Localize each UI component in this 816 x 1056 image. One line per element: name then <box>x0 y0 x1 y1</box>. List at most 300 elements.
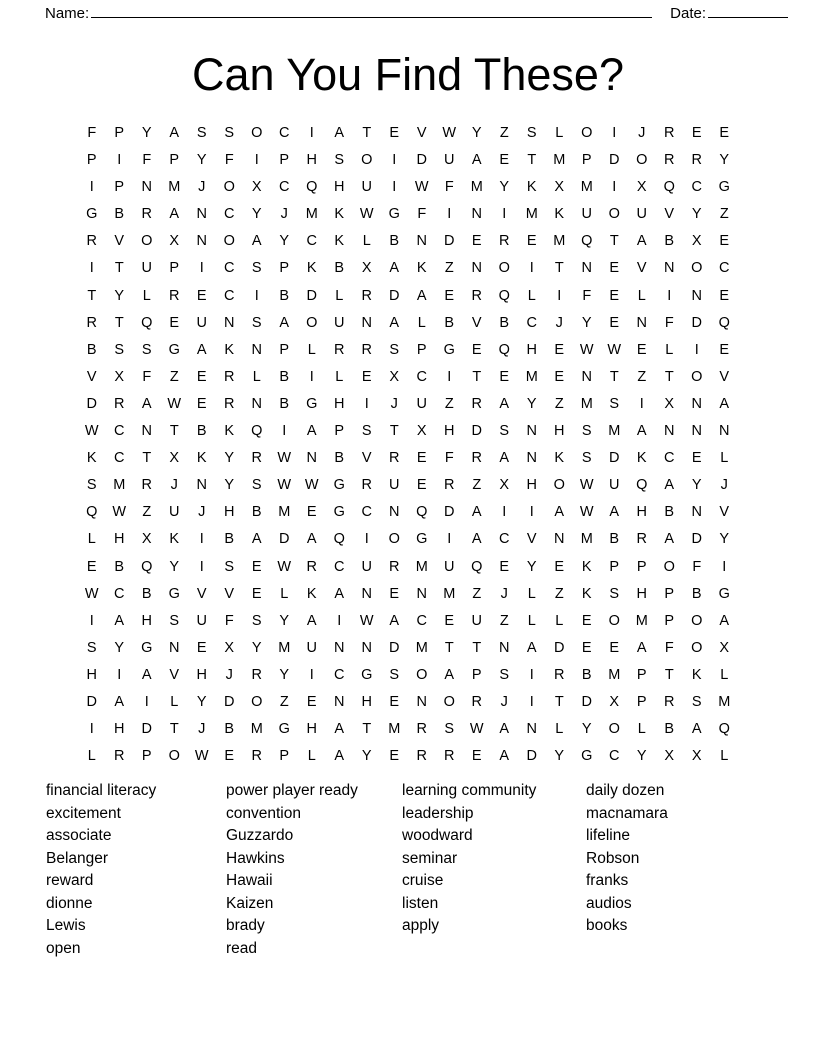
grid-cell[interactable]: R <box>416 748 427 765</box>
grid-cell[interactable]: G <box>388 206 400 223</box>
grid-cell[interactable]: A <box>719 395 730 412</box>
grid-cell[interactable]: L <box>637 721 646 738</box>
grid-cell[interactable]: I <box>254 287 259 304</box>
grid-cell[interactable]: U <box>444 558 455 575</box>
grid-cell[interactable]: W <box>112 504 127 521</box>
grid-cell[interactable]: N <box>691 395 702 412</box>
grid-cell[interactable]: E <box>416 450 427 467</box>
grid-cell[interactable]: M <box>113 477 126 494</box>
grid-cell[interactable]: N <box>416 233 427 250</box>
grid-cell[interactable]: Y <box>224 477 235 494</box>
grid-cell[interactable]: Y <box>471 125 482 141</box>
grid-cell[interactable]: S <box>169 612 180 629</box>
grid-cell[interactable]: X <box>719 639 730 656</box>
grid-cell[interactable]: Z <box>142 504 152 521</box>
grid-cell[interactable]: L <box>417 314 426 331</box>
grid-cell[interactable]: S <box>499 423 510 440</box>
grid-cell[interactable]: E <box>471 341 482 358</box>
grid-cell[interactable]: Z <box>279 693 289 710</box>
grid-cell[interactable]: C <box>691 179 702 196</box>
grid-cell[interactable]: A <box>499 450 510 467</box>
grid-cell[interactable]: S <box>389 666 400 683</box>
grid-cell[interactable]: Y <box>554 748 565 765</box>
grid-cell[interactable]: A <box>334 748 345 765</box>
grid-cell[interactable]: S <box>251 477 262 494</box>
grid-cell[interactable]: A <box>141 666 152 683</box>
grid-cell[interactable]: R <box>664 693 675 710</box>
grid-cell[interactable]: N <box>416 693 427 710</box>
grid-cell[interactable]: K <box>334 206 345 223</box>
grid-cell[interactable]: Z <box>472 585 482 602</box>
grid-cell[interactable]: A <box>389 314 400 331</box>
grid-cell[interactable]: D <box>691 531 702 548</box>
grid-cell[interactable]: T <box>527 152 537 169</box>
grid-cell[interactable]: P <box>334 423 345 440</box>
grid-cell[interactable]: Y <box>169 558 180 575</box>
grid-cell[interactable]: Q <box>416 504 428 521</box>
grid-cell[interactable]: R <box>471 450 482 467</box>
grid-cell[interactable]: L <box>307 341 316 358</box>
grid-cell[interactable]: N <box>526 450 537 467</box>
grid-cell[interactable]: C <box>334 666 345 683</box>
grid-cell[interactable]: E <box>389 693 400 710</box>
grid-cell[interactable]: J <box>198 504 206 521</box>
grid-cell[interactable]: R <box>361 341 372 358</box>
grid-cell[interactable]: I <box>502 504 507 521</box>
grid-cell[interactable]: Q <box>306 179 318 196</box>
grid-cell[interactable]: H <box>526 341 537 358</box>
grid-cell[interactable]: O <box>608 612 620 629</box>
grid-cell[interactable]: A <box>664 477 675 494</box>
grid-cell[interactable]: K <box>86 450 97 467</box>
grid-cell[interactable]: B <box>251 504 262 521</box>
grid-cell[interactable]: G <box>141 639 153 656</box>
grid-cell[interactable]: A <box>499 748 510 765</box>
grid-cell[interactable]: V <box>169 666 180 683</box>
grid-cell[interactable]: C <box>224 287 235 304</box>
grid-cell[interactable]: E <box>169 314 180 331</box>
grid-cell[interactable]: N <box>581 260 592 277</box>
grid-cell[interactable]: Y <box>691 206 702 223</box>
grid-cell[interactable]: A <box>114 612 125 629</box>
grid-cell[interactable]: R <box>114 395 125 412</box>
grid-cell[interactable]: B <box>444 314 455 331</box>
word-list-item[interactable]: reward <box>46 872 94 889</box>
grid-cell[interactable]: A <box>389 260 400 277</box>
grid-cell[interactable]: S <box>251 612 262 629</box>
grid-cell[interactable]: P <box>279 748 290 765</box>
grid-cell[interactable]: E <box>554 341 565 358</box>
grid-cell[interactable]: I <box>364 531 369 548</box>
grid-cell[interactable]: I <box>447 531 452 548</box>
grid-cell[interactable]: N <box>691 287 702 304</box>
grid-cell[interactable]: T <box>114 260 124 277</box>
grid-cell[interactable]: W <box>277 450 292 467</box>
grid-cell[interactable]: I <box>447 206 452 223</box>
word-list-item[interactable]: open <box>46 939 81 957</box>
grid-cell[interactable]: N <box>251 341 262 358</box>
grid-cell[interactable]: A <box>609 504 620 521</box>
grid-cell[interactable]: P <box>86 152 97 169</box>
grid-cell[interactable]: G <box>581 748 593 765</box>
grid-cell[interactable]: T <box>444 639 454 656</box>
grid-cell[interactable]: K <box>224 341 235 358</box>
grid-cell[interactable]: H <box>196 666 207 683</box>
grid-cell[interactable]: C <box>114 450 125 467</box>
grid-cell[interactable]: X <box>691 233 702 250</box>
grid-cell[interactable]: X <box>664 395 675 412</box>
grid-cell[interactable]: T <box>554 693 564 710</box>
grid-cell[interactable]: E <box>196 368 207 385</box>
grid-cell[interactable]: E <box>251 585 262 602</box>
grid-cell[interactable]: C <box>334 558 345 575</box>
grid-cell[interactable]: T <box>362 721 372 738</box>
word-list-item[interactable]: dionne <box>46 894 93 912</box>
grid-cell[interactable]: J <box>720 477 728 494</box>
grid-cell[interactable]: B <box>196 423 207 440</box>
grid-cell[interactable]: C <box>224 206 235 223</box>
grid-cell[interactable]: G <box>718 585 730 602</box>
grid-cell[interactable]: W <box>84 423 99 440</box>
grid-cell[interactable]: R <box>361 287 372 304</box>
grid-cell[interactable]: K <box>554 450 565 467</box>
grid-cell[interactable]: I <box>694 341 699 358</box>
grid-cell[interactable]: S <box>609 395 620 412</box>
grid-cell[interactable]: Q <box>498 341 510 358</box>
grid-cell[interactable]: R <box>251 450 262 467</box>
grid-cell[interactable]: Y <box>719 152 730 169</box>
grid-cell[interactable]: O <box>608 206 620 223</box>
grid-cell[interactable]: Y <box>526 558 537 575</box>
word-list-item[interactable]: Robson <box>586 849 640 867</box>
grid-cell[interactable]: Y <box>279 666 290 683</box>
name-input-line[interactable] <box>91 4 652 18</box>
grid-cell[interactable]: P <box>609 558 620 575</box>
grid-cell[interactable]: S <box>526 125 537 141</box>
grid-cell[interactable]: G <box>168 341 180 358</box>
grid-cell[interactable]: I <box>392 179 397 196</box>
grid-cell[interactable]: B <box>224 721 235 738</box>
word-list-item[interactable]: lifeline <box>586 827 630 844</box>
grid-cell[interactable]: O <box>223 179 235 196</box>
grid-cell[interactable]: C <box>224 260 235 277</box>
grid-cell[interactable]: M <box>580 395 593 412</box>
grid-cell[interactable]: M <box>278 639 291 656</box>
grid-cell[interactable]: Z <box>444 395 454 412</box>
grid-cell[interactable]: L <box>252 368 261 385</box>
grid-cell[interactable]: C <box>279 179 290 196</box>
grid-cell[interactable]: E <box>554 368 565 385</box>
grid-cell[interactable]: X <box>169 233 180 250</box>
grid-cell[interactable]: V <box>224 585 235 602</box>
grid-cell[interactable]: F <box>87 125 97 141</box>
grid-cell[interactable]: A <box>169 125 180 141</box>
grid-cell[interactable]: E <box>499 368 510 385</box>
word-list-item[interactable]: apply <box>402 917 440 934</box>
grid-cell[interactable]: W <box>359 612 374 629</box>
grid-cell[interactable]: B <box>334 450 345 467</box>
grid-cell[interactable]: B <box>334 260 345 277</box>
grid-cell[interactable]: N <box>471 206 482 223</box>
grid-cell[interactable]: Z <box>637 368 647 385</box>
grid-cell[interactable]: D <box>526 748 537 765</box>
grid-cell[interactable]: I <box>309 368 314 385</box>
grid-cell[interactable]: S <box>224 125 235 141</box>
grid-cell[interactable]: N <box>251 395 262 412</box>
grid-cell[interactable]: W <box>167 395 182 412</box>
grid-cell[interactable]: R <box>471 287 482 304</box>
grid-cell[interactable]: I <box>199 531 204 548</box>
grid-cell[interactable]: B <box>224 531 235 548</box>
grid-cell[interactable]: Q <box>251 423 263 440</box>
grid-cell[interactable]: M <box>305 206 318 223</box>
grid-cell[interactable]: B <box>664 504 675 521</box>
grid-cell[interactable]: E <box>306 693 317 710</box>
grid-cell[interactable]: A <box>251 531 262 548</box>
grid-cell[interactable]: I <box>282 423 287 440</box>
grid-cell[interactable]: I <box>199 260 204 277</box>
grid-cell[interactable]: A <box>471 504 482 521</box>
grid-cell[interactable]: E <box>224 748 235 765</box>
grid-cell[interactable]: T <box>554 260 564 277</box>
grid-cell[interactable]: N <box>196 206 207 223</box>
grid-cell[interactable]: W <box>304 477 319 494</box>
grid-cell[interactable]: Q <box>718 721 730 738</box>
word-list-item[interactable]: learning community <box>402 782 537 799</box>
grid-cell[interactable]: S <box>251 260 262 277</box>
grid-cell[interactable]: W <box>579 477 594 494</box>
grid-cell[interactable]: P <box>279 152 290 169</box>
grid-cell[interactable]: R <box>361 477 372 494</box>
grid-cell[interactable]: R <box>554 666 565 683</box>
grid-cell[interactable]: F <box>224 152 234 169</box>
grid-cell[interactable]: V <box>664 206 675 223</box>
grid-cell[interactable]: F <box>224 612 234 629</box>
word-list-item[interactable]: macnamara <box>586 804 668 822</box>
grid-cell[interactable]: E <box>416 477 427 494</box>
grid-cell[interactable]: O <box>251 693 263 710</box>
grid-cell[interactable]: E <box>581 612 592 629</box>
grid-cell[interactable]: C <box>609 748 620 765</box>
grid-cell[interactable]: V <box>719 368 730 385</box>
grid-cell[interactable]: J <box>500 693 508 710</box>
grid-cell[interactable]: M <box>580 179 593 196</box>
word-list-item[interactable]: leadership <box>402 804 474 822</box>
grid-cell[interactable]: X <box>664 748 675 765</box>
grid-cell[interactable]: O <box>691 260 703 277</box>
grid-cell[interactable]: A <box>389 612 400 629</box>
grid-cell[interactable]: K <box>636 450 647 467</box>
grid-cell[interactable]: W <box>194 748 209 765</box>
grid-cell[interactable]: E <box>196 395 207 412</box>
grid-cell[interactable]: D <box>609 152 620 169</box>
grid-cell[interactable]: N <box>169 639 180 656</box>
grid-cell[interactable]: Q <box>333 531 345 548</box>
grid-cell[interactable]: B <box>279 368 290 385</box>
grid-cell[interactable]: J <box>555 314 563 331</box>
grid-cell[interactable]: D <box>691 314 702 331</box>
grid-cell[interactable]: I <box>722 558 727 575</box>
grid-cell[interactable]: T <box>169 423 179 440</box>
grid-cell[interactable]: L <box>527 612 536 629</box>
grid-cell[interactable]: D <box>279 531 290 548</box>
grid-cell[interactable]: C <box>416 368 427 385</box>
grid-cell[interactable]: P <box>169 260 180 277</box>
grid-cell[interactable]: I <box>392 152 397 169</box>
grid-cell[interactable]: J <box>170 477 178 494</box>
grid-cell[interactable]: R <box>334 341 345 358</box>
grid-cell[interactable]: V <box>361 450 372 467</box>
word-list-item[interactable]: franks <box>586 872 629 889</box>
grid-cell[interactable]: D <box>224 693 235 710</box>
grid-cell[interactable]: N <box>361 585 372 602</box>
grid-cell[interactable]: T <box>472 368 482 385</box>
grid-cell[interactable]: S <box>444 721 455 738</box>
grid-cell[interactable]: K <box>306 260 317 277</box>
grid-cell[interactable]: S <box>581 423 592 440</box>
grid-cell[interactable]: X <box>251 179 262 196</box>
grid-cell[interactable]: B <box>279 395 290 412</box>
grid-cell[interactable]: D <box>416 152 427 169</box>
grid-cell[interactable]: I <box>557 287 562 304</box>
grid-cell[interactable]: M <box>278 504 291 521</box>
grid-cell[interactable]: K <box>306 585 317 602</box>
grid-cell[interactable]: I <box>639 395 644 412</box>
grid-cell[interactable]: Y <box>581 721 592 738</box>
grid-cell[interactable]: I <box>117 666 122 683</box>
grid-cell[interactable]: S <box>691 693 702 710</box>
grid-cell[interactable]: P <box>141 748 152 765</box>
grid-cell[interactable]: N <box>141 423 152 440</box>
grid-cell[interactable]: M <box>608 423 621 440</box>
grid-cell[interactable]: E <box>306 504 317 521</box>
grid-cell[interactable]: A <box>636 423 647 440</box>
grid-cell[interactable]: X <box>389 368 400 385</box>
grid-cell[interactable]: Q <box>471 558 483 575</box>
grid-cell[interactable]: V <box>416 125 427 141</box>
grid-cell[interactable]: H <box>334 179 345 196</box>
grid-cell[interactable]: Y <box>251 639 262 656</box>
grid-cell[interactable]: A <box>499 395 510 412</box>
grid-cell[interactable]: Z <box>554 395 564 412</box>
grid-cell[interactable]: H <box>636 585 647 602</box>
grid-cell[interactable]: H <box>361 693 372 710</box>
grid-cell[interactable]: U <box>169 504 180 521</box>
grid-cell[interactable]: R <box>306 558 317 575</box>
grid-cell[interactable]: I <box>667 287 672 304</box>
grid-cell[interactable]: E <box>609 314 620 331</box>
grid-cell[interactable]: U <box>471 612 482 629</box>
grid-cell[interactable]: Y <box>279 233 290 250</box>
grid-cell[interactable]: E <box>251 558 262 575</box>
grid-cell[interactable]: M <box>470 179 483 196</box>
grid-cell[interactable]: E <box>389 125 400 141</box>
grid-cell[interactable]: P <box>636 666 647 683</box>
date-input-line[interactable] <box>708 4 788 18</box>
grid-cell[interactable]: C <box>306 233 317 250</box>
grid-cell[interactable]: M <box>718 693 731 710</box>
grid-cell[interactable]: R <box>471 693 482 710</box>
grid-cell[interactable]: A <box>306 531 317 548</box>
grid-cell[interactable]: R <box>664 152 675 169</box>
grid-cell[interactable]: K <box>224 423 235 440</box>
grid-cell[interactable]: O <box>691 368 703 385</box>
grid-cell[interactable]: R <box>114 748 125 765</box>
grid-cell[interactable]: F <box>692 558 702 575</box>
grid-cell[interactable]: H <box>306 721 317 738</box>
grid-cell[interactable]: D <box>444 504 455 521</box>
grid-cell[interactable]: A <box>334 721 345 738</box>
grid-cell[interactable]: X <box>224 639 235 656</box>
grid-cell[interactable]: S <box>224 558 235 575</box>
grid-cell[interactable]: E <box>499 152 510 169</box>
grid-cell[interactable]: D <box>581 693 592 710</box>
grid-cell[interactable]: B <box>581 666 592 683</box>
grid-cell[interactable]: E <box>609 287 620 304</box>
grid-cell[interactable]: H <box>554 423 565 440</box>
grid-cell[interactable]: N <box>389 504 400 521</box>
grid-cell[interactable]: L <box>527 287 536 304</box>
grid-cell[interactable]: B <box>86 341 97 358</box>
grid-cell[interactable]: C <box>719 260 730 277</box>
grid-cell[interactable]: C <box>664 450 675 467</box>
grid-cell[interactable]: N <box>691 504 702 521</box>
grid-cell[interactable]: C <box>114 585 125 602</box>
grid-cell[interactable]: T <box>664 666 674 683</box>
grid-cell[interactable]: C <box>114 423 125 440</box>
grid-cell[interactable]: N <box>664 423 675 440</box>
grid-cell[interactable]: K <box>416 260 427 277</box>
grid-cell[interactable]: E <box>691 450 702 467</box>
grid-cell[interactable]: R <box>141 206 152 223</box>
grid-cell[interactable]: I <box>117 152 122 169</box>
grid-cell[interactable]: J <box>390 395 398 412</box>
grid-cell[interactable]: C <box>279 125 290 141</box>
grid-cell[interactable]: X <box>691 748 702 765</box>
grid-cell[interactable]: E <box>719 287 730 304</box>
grid-cell[interactable]: N <box>526 721 537 738</box>
grid-cell[interactable]: R <box>499 233 510 250</box>
word-list-item[interactable]: excitement <box>46 804 121 822</box>
grid-cell[interactable]: R <box>389 558 400 575</box>
grid-cell[interactable]: O <box>553 477 565 494</box>
word-list-item[interactable]: daily dozen <box>586 782 665 799</box>
grid-cell[interactable]: L <box>720 666 729 683</box>
grid-cell[interactable]: U <box>361 558 372 575</box>
grid-cell[interactable]: M <box>525 206 538 223</box>
grid-cell[interactable]: D <box>609 450 620 467</box>
grid-cell[interactable]: M <box>388 721 401 738</box>
grid-cell[interactable]: W <box>277 558 292 575</box>
grid-cell[interactable]: R <box>691 152 702 169</box>
grid-cell[interactable]: F <box>444 450 454 467</box>
grid-cell[interactable]: R <box>251 748 262 765</box>
grid-cell[interactable]: Y <box>526 395 537 412</box>
grid-cell[interactable]: U <box>636 206 647 223</box>
grid-cell[interactable]: W <box>579 341 594 358</box>
grid-cell[interactable]: O <box>168 748 180 765</box>
grid-cell[interactable]: E <box>471 233 482 250</box>
grid-cell[interactable]: S <box>86 477 97 494</box>
grid-cell[interactable]: B <box>141 585 152 602</box>
grid-cell[interactable]: B <box>664 721 675 738</box>
grid-cell[interactable]: Q <box>86 504 98 521</box>
word-list-item[interactable]: Hawaii <box>226 872 273 889</box>
grid-cell[interactable]: Q <box>498 287 510 304</box>
grid-cell[interactable]: E <box>389 585 400 602</box>
grid-cell[interactable]: R <box>471 395 482 412</box>
grid-cell[interactable]: U <box>361 179 372 196</box>
